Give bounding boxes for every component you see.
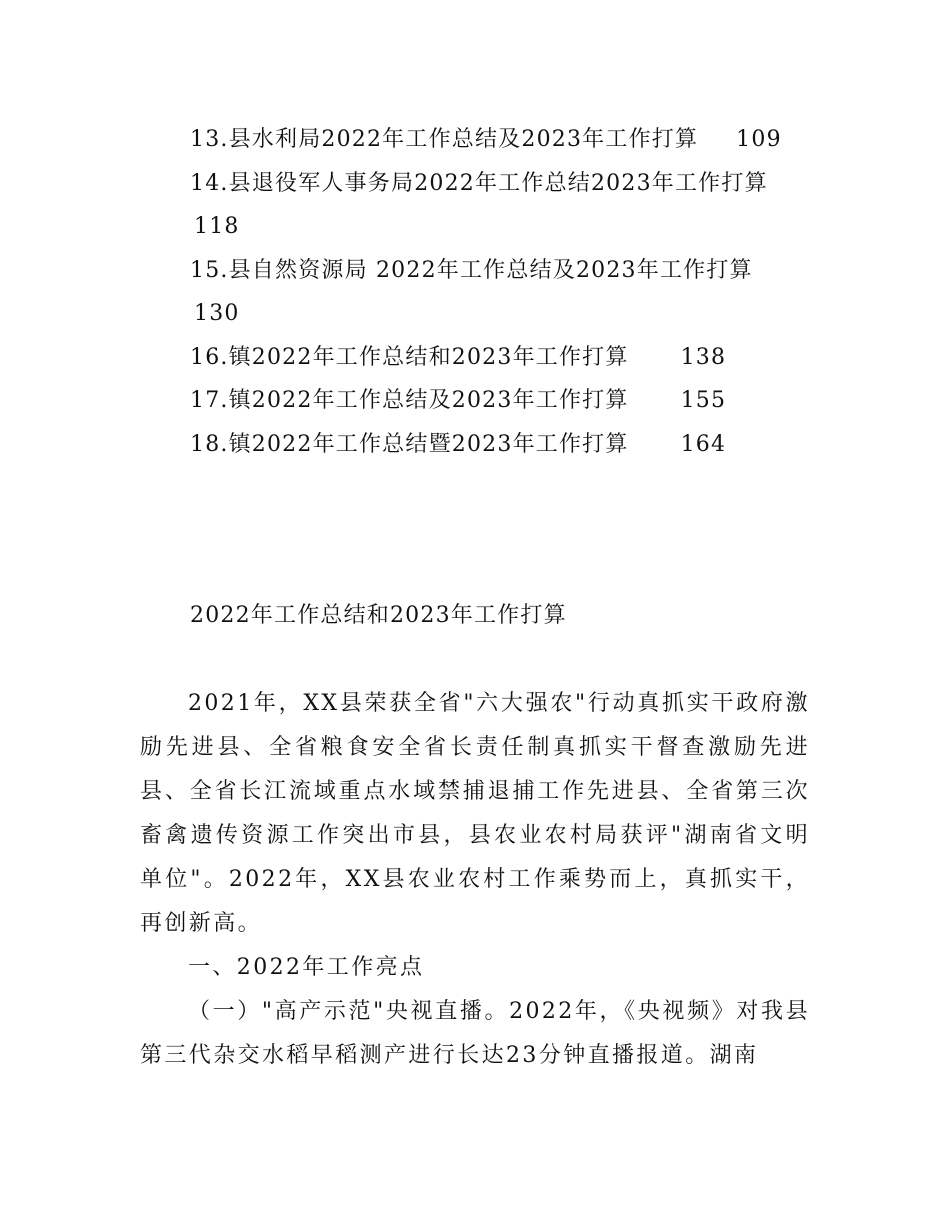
toc-entry-title: 13.县水利局2022年工作总结及2023年工作打算 bbox=[190, 127, 699, 152]
toc-entry-title: 15.县自然资源局 2022年工作总结及2023年工作打算 bbox=[190, 257, 753, 283]
section-heading: 一、2022年工作亮点 bbox=[188, 955, 425, 980]
toc-entry-page: 138 bbox=[680, 344, 727, 370]
toc-entry-page: 109 bbox=[736, 127, 782, 152]
toc-entry-15[interactable] bbox=[190, 249, 830, 293]
toc-entry-title: 14.县退役军人事务局2022年工作总结2023年工作打算 bbox=[190, 170, 768, 196]
toc-entry-13[interactable] bbox=[190, 118, 830, 162]
highlight-paragraph: （一）"高产示范"央视直播。2022年，《央视频》对我县第三代杂交水稻早稻测产进行长达23分钟直播报道。湖南 bbox=[140, 999, 810, 1068]
toc-entry-title: 18.镇2022年工作总结暨2023年工作打算 bbox=[190, 431, 629, 457]
toc-entry-16[interactable] bbox=[190, 336, 830, 380]
toc-entry-15-page-line bbox=[190, 292, 830, 336]
toc-entry-title: 16.镇2022年工作总结和2023年工作打算 bbox=[190, 344, 629, 370]
toc-entry-17[interactable] bbox=[190, 379, 830, 423]
intro-paragraph: 2021年，XX县荣获全省"六大强农"行动真抓实干政府激励先进县、全省粮食安全省长责任制真抓实干督查激励先进县、全省长江流域重点水域禁捕退捕工作先进县、全省第三次畜禽遗传资源工作突出市县，县农业农村局获评"湖南省文明单位"。2022年，XX县农业农村工作乘势而上，真抓实干，再创新高。 bbox=[140, 691, 810, 936]
toc-entry-title: 17.镇2022年工作总结及2023年工作打算 bbox=[190, 388, 629, 413]
toc-entry-14[interactable] bbox=[190, 162, 830, 206]
toc-entry-14-page-line bbox=[190, 205, 830, 249]
toc-entry-page: 118 bbox=[194, 214, 240, 239]
body-text bbox=[140, 682, 810, 1078]
toc-entry-page: 164 bbox=[680, 431, 727, 457]
table-of-contents bbox=[190, 118, 830, 466]
section-title: 2022年工作总结和2023年工作打算 bbox=[190, 603, 567, 628]
toc-entry-page: 155 bbox=[680, 388, 727, 413]
toc-entry-18[interactable] bbox=[190, 423, 830, 467]
toc-entry-page: 130 bbox=[194, 301, 240, 326]
